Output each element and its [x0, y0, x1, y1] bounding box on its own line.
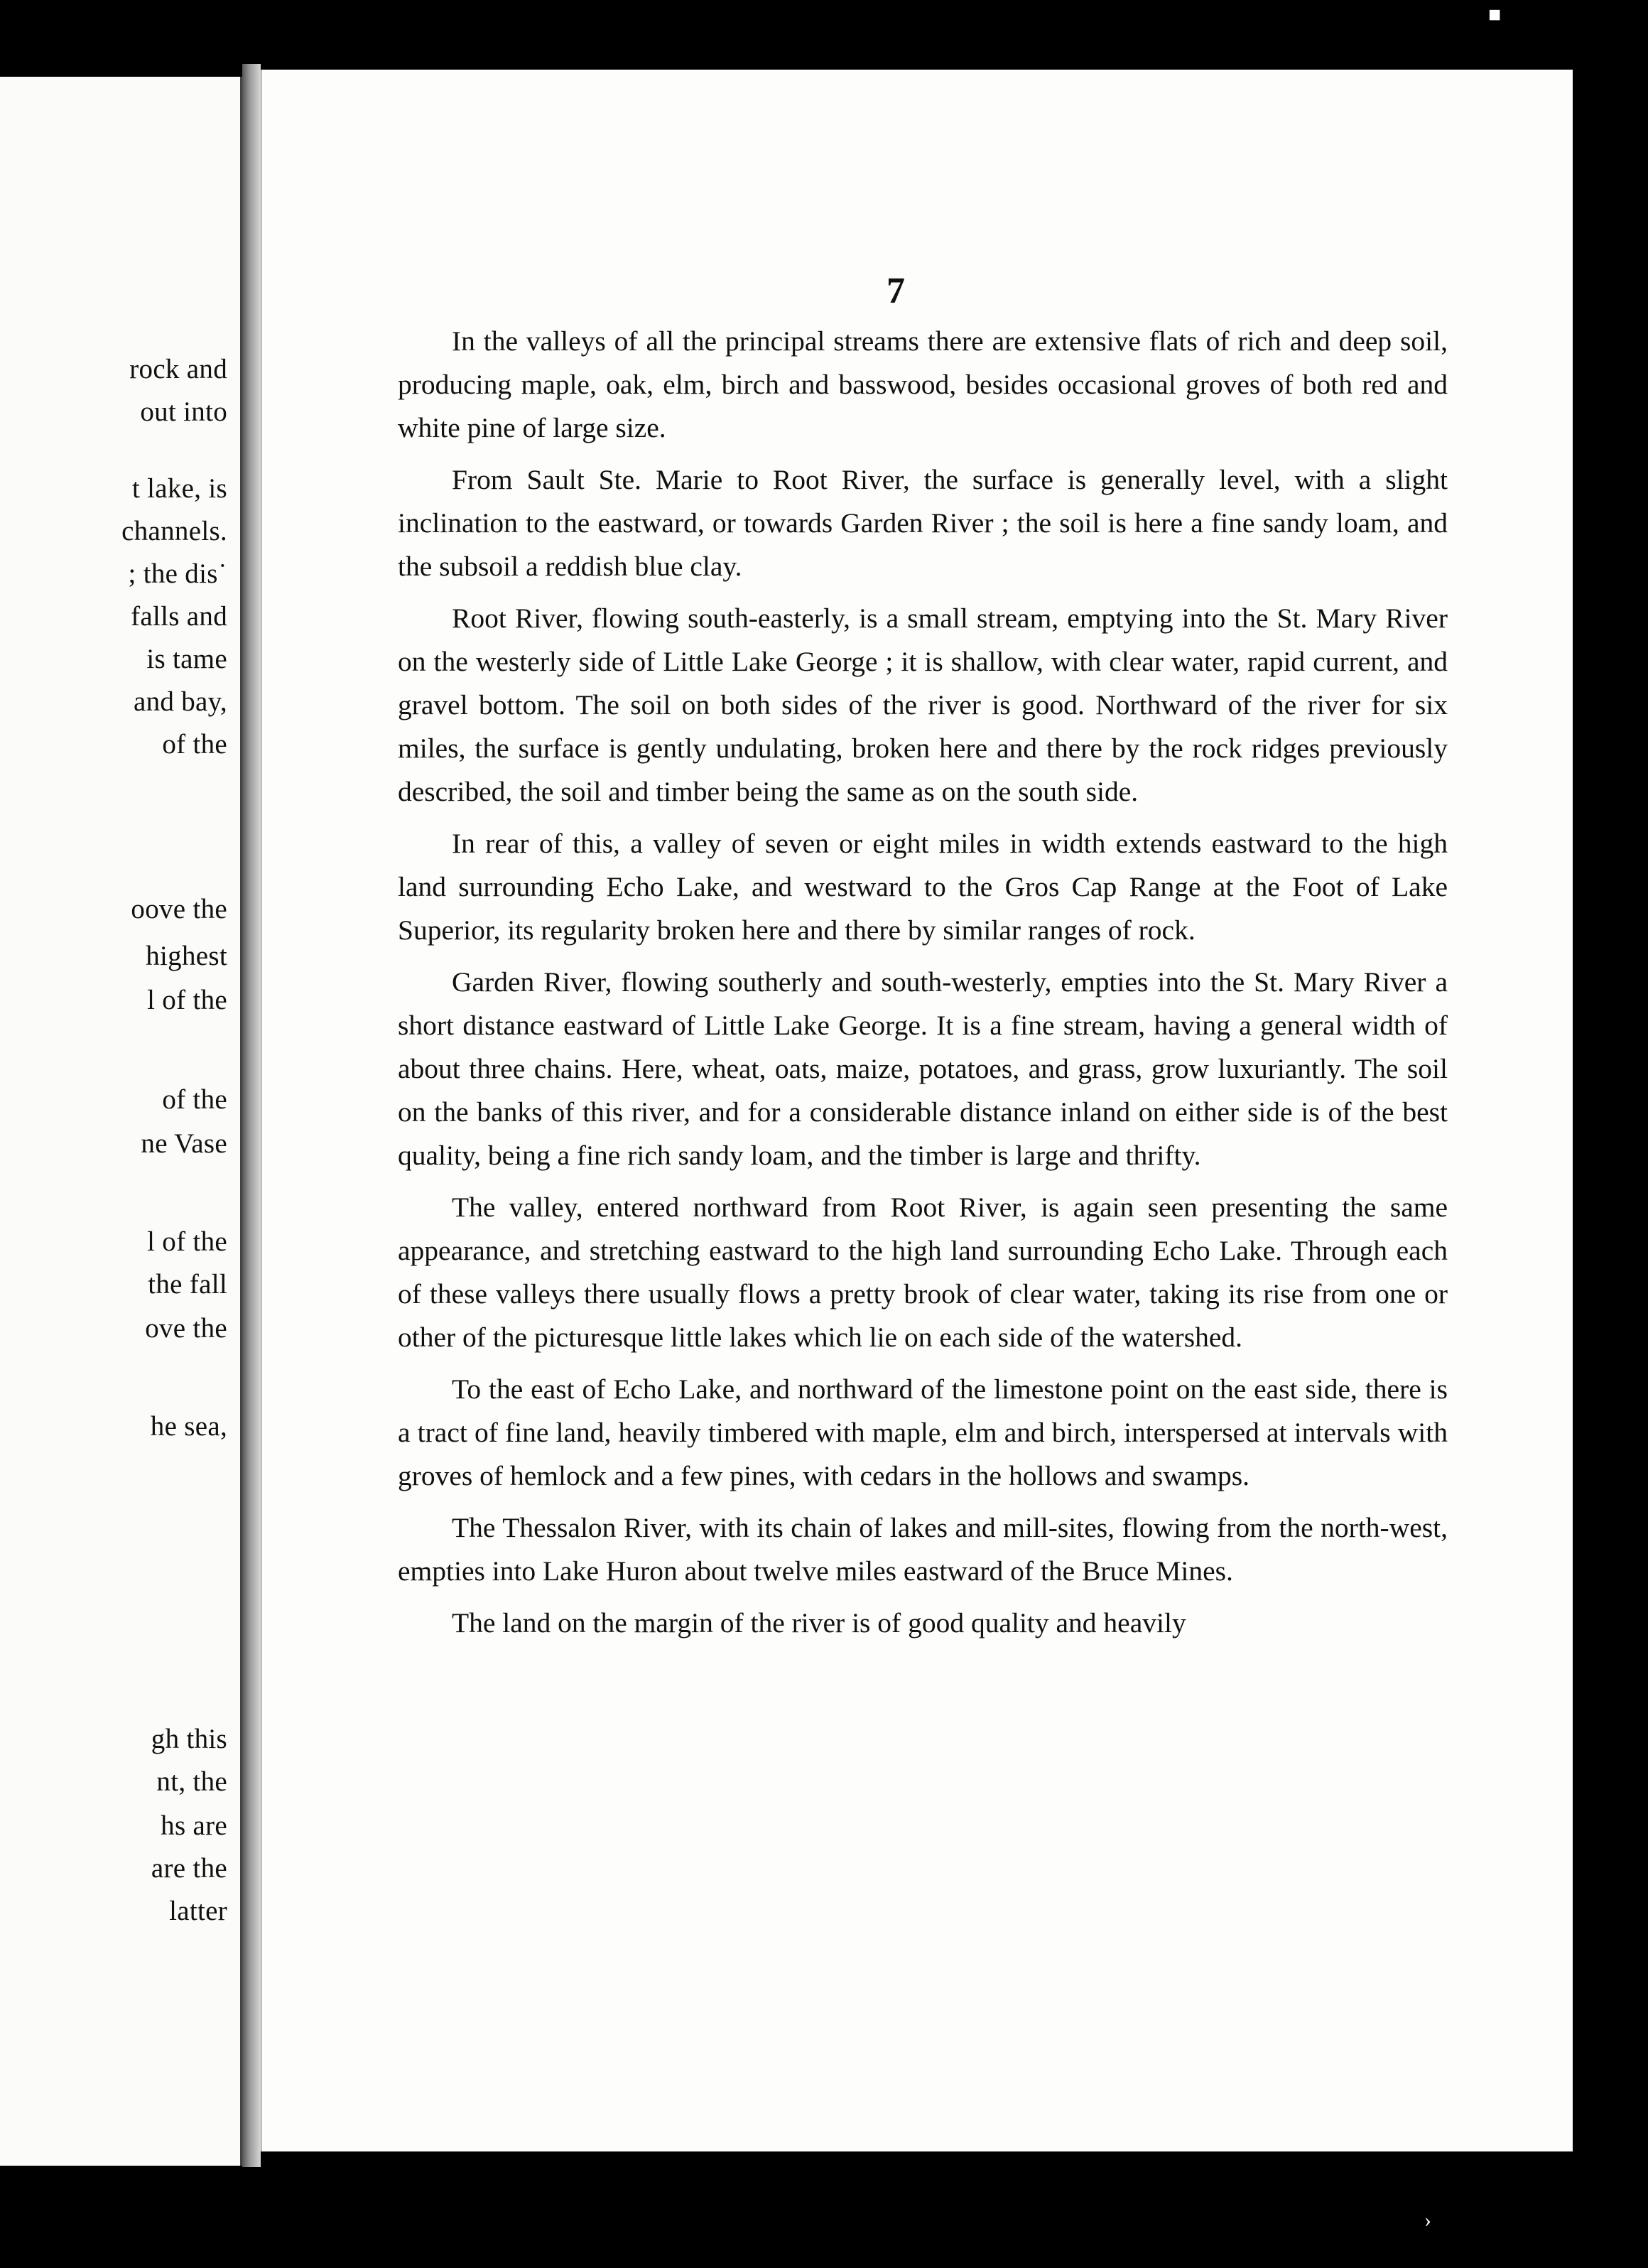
left-page-fragment: falls and: [131, 601, 227, 632]
left-page-fragment: l of the: [147, 985, 227, 1015]
left-page-fragment: oove the: [131, 894, 227, 924]
left-page-fragment: nt, the: [156, 1766, 227, 1797]
left-page-fragment: are the: [151, 1853, 227, 1884]
left-page-fragment: latter: [169, 1896, 227, 1926]
page-number: 7: [887, 271, 905, 311]
left-page-fragment: gh this: [151, 1724, 227, 1754]
left-page-fragment: and bay,: [134, 686, 227, 717]
left-page-fragment: ; the dis˙: [128, 558, 227, 589]
scan-artifact-bottom-right: ›: [1424, 2208, 1431, 2232]
left-page-fragment: of the: [162, 1084, 227, 1115]
left-page-fragment: ove the: [145, 1313, 227, 1344]
left-page-fragment: channels.: [121, 516, 227, 546]
paragraph: Garden River, flowing southerly and south-westerly, empties into the St. Mary River a short distance eastward of Little Lake George. It is a fine stream, having a general width of about three chains. Here, wheat, oats, maize, potatoes, and grass, grow luxuriantly. The soil on the banks of this river, and for a considerable distance inland on either side is of the best quality, being a fine rich sandy loam, and the timber is large and thrifty.: [398, 966, 1448, 1171]
left-page-fragment: ne Vase: [141, 1128, 227, 1159]
paragraph: In rear of this, a valley of seven or eight miles in width extends eastward to the high land surrounding Echo Lake, and westward to the Gros Cap Range at the Foot of Lake Superior, its regularity broken here and there by similar ranges of rock.: [398, 828, 1448, 946]
paragraph: In the valleys of all the principal streams there are extensive flats of rich and deep soil, producing maple, oak, elm, birch and basswood, besides occasional groves of both red and white pine of large size.: [398, 325, 1448, 443]
left-page-fragment: rock and: [129, 354, 227, 384]
left-page-fragment: the fall: [148, 1269, 227, 1300]
book-gutter: [242, 64, 261, 2167]
left-page-fragment: highest: [146, 941, 227, 971]
paragraph: The valley, entered northward from Root River, is again seen presenting the same appearance, and stretching eastward to the high land surrounding Echo Lake. Through each of these valleys there usually flows a pretty brook of clear water, taking its rise from one or other of the picturesque little lakes which lie on each side of the watershed.: [398, 1192, 1448, 1353]
paragraph: From Sault Ste. Marie to Root River, the surface is generally level, with a slight inclination to the eastward, or towards Garden River ; the soil is here a fine sandy loam, and the subsoil a reddish blue clay.: [398, 464, 1448, 582]
left-page-fragment: of the: [162, 729, 227, 760]
left-page-fragment: t lake, is: [131, 473, 227, 504]
paragraph: The land on the margin of the river is of good quality and heavily: [452, 1607, 1186, 1638]
paragraph: Root River, flowing south-easterly, is a small stream, emptying into the St. Mary River on the westerly side of Little Lake George ; it is shallow, with clear water, rapid current, and gravel bottom. The soil on both sides of the river is good. Northward of the river for six miles, the surface is gently undulating, broken here and there by the rock ridges previously described, the soil and timber being the same as on the south side.: [398, 603, 1448, 807]
left-page-fragment: hs are: [161, 1810, 227, 1841]
left-page-fragment: out into: [140, 396, 227, 427]
left-page-fragment: l of the: [147, 1226, 227, 1257]
left-page-fragment: he sea,: [150, 1411, 227, 1442]
body-text: [398, 320, 1448, 1653]
left-facing-page: [0, 77, 242, 2166]
scan-artifact-top-right: ■: [1488, 3, 1502, 26]
left-page-fragment: is tame: [146, 644, 227, 674]
paragraph: To the east of Echo Lake, and northward of the limestone point on the east side, there is a tract of fine land, heavily timbered with maple, elm and birch, interspersed at intervals with groves of hemlock and a few pines, with cedars in the hollows and swamps.: [398, 1373, 1448, 1491]
paragraph: The Thessalon River, with its chain of lakes and mill-sites, flowing from the north-west, empties into Lake Huron about twelve miles eastward of the Bruce Mines.: [398, 1512, 1448, 1587]
